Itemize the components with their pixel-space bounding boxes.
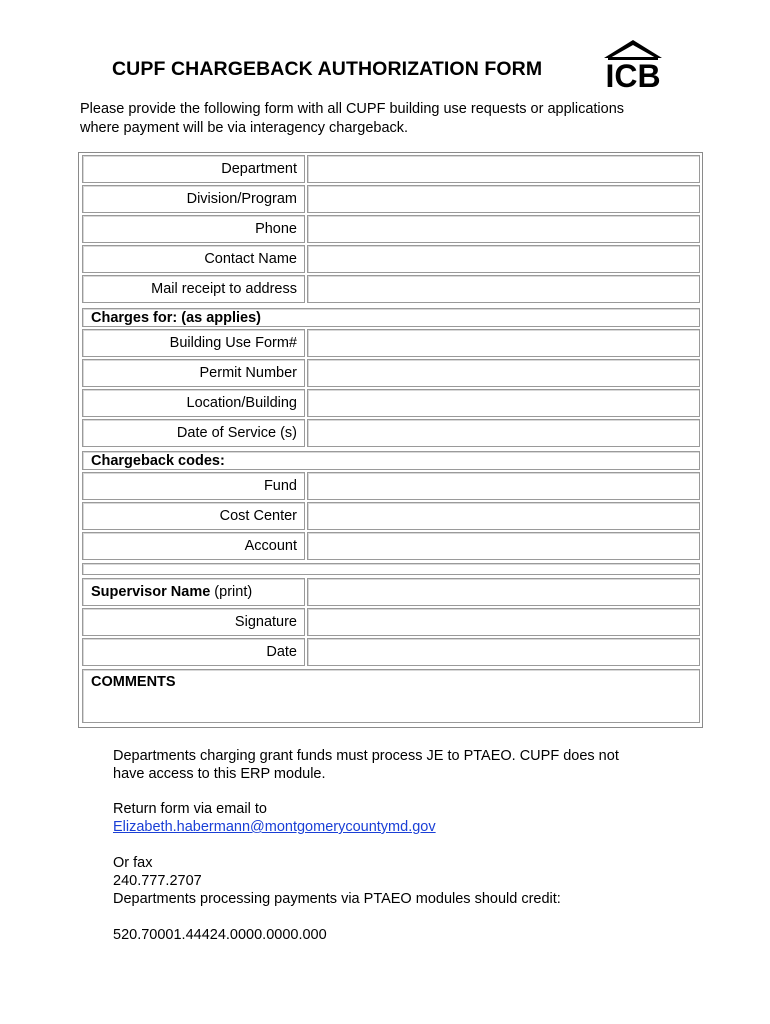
phone-field[interactable] (307, 215, 700, 243)
return-instructions (113, 800, 436, 836)
supervisor-name-field[interactable] (307, 578, 700, 606)
chargeback-form (78, 152, 703, 728)
email-link[interactable]: Elizabeth.habermann@montgomerycountymd.gov (113, 819, 436, 835)
department-label: Department (82, 155, 305, 183)
fax-and-credit-info (113, 854, 561, 908)
credit-code: 520.70001.44424.0000.0000.000 (113, 927, 327, 943)
phone-label: Phone (82, 215, 305, 243)
fax-label: Or fax (113, 855, 153, 871)
date-field[interactable] (307, 638, 700, 666)
icb-logo (600, 38, 666, 92)
grant-note-line-1: Departments charging grant funds must process JE to PTAEO. CUPF does not (113, 748, 619, 764)
logo-text: ICB (605, 58, 661, 92)
date-label: Date (82, 638, 305, 666)
fax-number: 240.777.2707 (113, 873, 202, 889)
cost-center-field[interactable] (307, 502, 700, 530)
grant-funds-note (113, 747, 619, 783)
ptaeo-note: Departments processing payments via PTAEO modules should credit: (113, 891, 561, 907)
intro-line-1: Please provide the following form with all CUPF building use requests or applications (80, 101, 625, 117)
intro-line-2: where payment will be via interagency chargeback. (80, 120, 409, 136)
account-label: Account (82, 532, 305, 560)
contact-name-field[interactable] (307, 245, 700, 273)
department-field[interactable] (307, 155, 700, 183)
date-of-service-field[interactable] (307, 419, 700, 447)
building-use-form-label: Building Use Form# (82, 329, 305, 357)
permit-number-field[interactable] (307, 359, 700, 387)
permit-number-label: Permit Number (82, 359, 305, 387)
signature-label: Signature (82, 608, 305, 636)
page-title: CUPF CHARGEBACK AUTHORIZATION FORM (112, 58, 543, 80)
fund-field[interactable] (307, 472, 700, 500)
comments-box[interactable] (82, 669, 700, 723)
intro-text (80, 100, 680, 138)
division-program-label: Division/Program (82, 185, 305, 213)
fund-label: Fund (82, 472, 305, 500)
grant-note-line-2: have access to this ERP module. (113, 766, 326, 782)
date-of-service-label: Date of Service (s) (82, 419, 305, 447)
chargeback-codes-heading: Chargeback codes: (82, 451, 700, 470)
mail-receipt-label: Mail receipt to address (82, 275, 305, 303)
mail-receipt-field[interactable] (307, 275, 700, 303)
spacer-row (82, 563, 700, 575)
building-use-form-field[interactable] (307, 329, 700, 357)
signature-field[interactable] (307, 608, 700, 636)
supervisor-name-label (82, 578, 305, 606)
supervisor-label-bold: Supervisor Name (91, 584, 211, 600)
location-building-field[interactable] (307, 389, 700, 417)
account-field[interactable] (307, 532, 700, 560)
division-program-field[interactable] (307, 185, 700, 213)
contact-name-label: Contact Name (82, 245, 305, 273)
charges-heading: Charges for: (as applies) (82, 308, 700, 327)
cost-center-label: Cost Center (82, 502, 305, 530)
comments-label: COMMENTS (91, 674, 176, 690)
return-label: Return form via email to (113, 801, 267, 817)
location-building-label: Location/Building (82, 389, 305, 417)
supervisor-label-print: (print) (210, 584, 253, 600)
